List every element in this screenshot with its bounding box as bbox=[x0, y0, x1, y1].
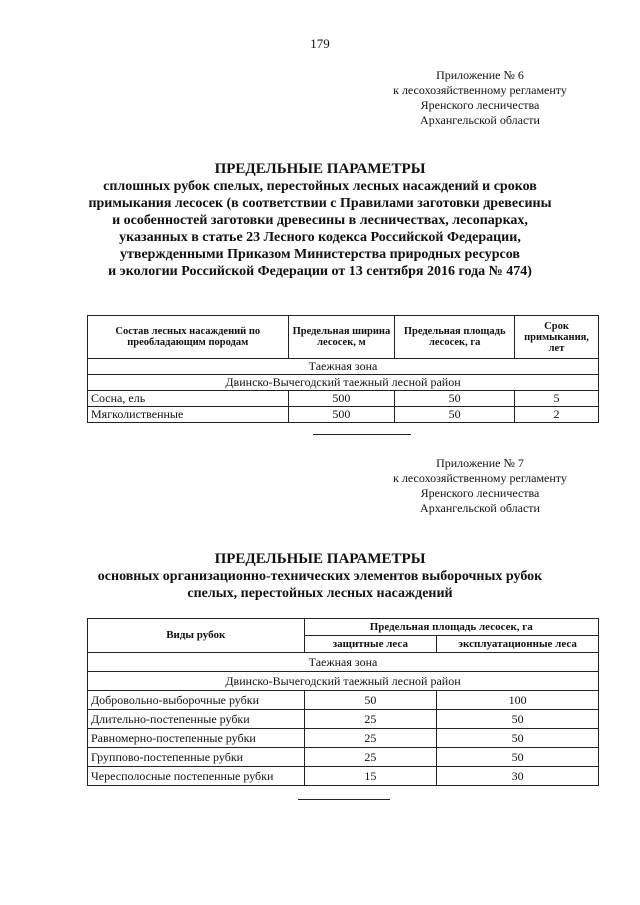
appendix-6-line4: Архангельской области bbox=[420, 113, 540, 127]
table-row bbox=[88, 748, 599, 767]
table-row bbox=[88, 407, 599, 423]
title-1-line6: и экологии Российской Федерации от 13 сентября 2016 года № 474) bbox=[108, 264, 532, 279]
cell-term: 5 bbox=[515, 391, 599, 407]
cell-protective: 25 bbox=[304, 729, 437, 748]
cell-name: Группово-постепенные рубки bbox=[88, 748, 305, 767]
cell-width: 500 bbox=[288, 391, 395, 407]
selective-cutting-table bbox=[87, 618, 599, 786]
region-cell: Двинско-Вычегодский таежный лесной район bbox=[88, 375, 599, 391]
cell-area: 50 bbox=[395, 391, 515, 407]
header-type: Виды рубок bbox=[88, 619, 305, 653]
separator-line bbox=[313, 434, 411, 435]
cell-term: 2 bbox=[515, 407, 599, 423]
appendix-7-line3: Яренского лесничества bbox=[420, 486, 540, 500]
cell-exploitation: 50 bbox=[437, 729, 599, 748]
appendix-7-line1: Приложение № 7 bbox=[436, 456, 524, 470]
title-1-heading: ПРЕДЕЛЬНЫЕ ПАРАМЕТРЫ bbox=[214, 161, 426, 177]
cell-name: Мягколиственные bbox=[88, 407, 289, 423]
cell-area: 50 bbox=[395, 407, 515, 423]
appendix-7-caption bbox=[385, 456, 575, 516]
table-row bbox=[88, 691, 599, 710]
title-1-line5: утвержденными Приказом Министерства природных ресурсов bbox=[120, 247, 520, 262]
cell-name: Равномерно-постепенные рубки bbox=[88, 729, 305, 748]
cell-exploitation: 50 bbox=[437, 710, 599, 729]
cell-protective: 25 bbox=[304, 710, 437, 729]
table-header-row bbox=[88, 316, 599, 359]
title-1-line3: и особенностей заготовки древесины в лесничествах, лесопарках, bbox=[112, 213, 528, 228]
table-row bbox=[88, 359, 599, 375]
header-protective: защитные леса bbox=[304, 636, 437, 653]
table-row bbox=[88, 710, 599, 729]
title-1-line4: указанных в статье 23 Лесного кодекса Российской Федерации, bbox=[119, 230, 521, 245]
header-term: Срок примыкания, лет bbox=[515, 316, 599, 359]
appendix-6-line1: Приложение № 6 bbox=[436, 68, 524, 82]
title-2-line2: спелых, перестойных лесных насаждений bbox=[187, 586, 453, 601]
cell-exploitation: 50 bbox=[437, 748, 599, 767]
appendix-7-line4: Архангельской области bbox=[420, 501, 540, 515]
table-header-row bbox=[88, 619, 599, 636]
title-1-line1: сплошных рубок спелых, перестойных лесных насаждений и сроков bbox=[103, 179, 537, 194]
cell-protective: 50 bbox=[304, 691, 437, 710]
title-2-heading: ПРЕДЕЛЬНЫЕ ПАРАМЕТРЫ bbox=[214, 551, 426, 567]
cell-protective: 25 bbox=[304, 748, 437, 767]
cell-exploitation: 30 bbox=[437, 767, 599, 786]
table-row bbox=[88, 391, 599, 407]
table-row bbox=[88, 729, 599, 748]
appendix-7-line2: к лесохозяйственному регламенту bbox=[393, 471, 567, 485]
cell-name: Длительно-постепенные рубки bbox=[88, 710, 305, 729]
table-row bbox=[88, 767, 599, 786]
cell-name: Добровольно-выборочные рубки bbox=[88, 691, 305, 710]
header-composition: Состав лесных насаждений по преобладающим породам bbox=[88, 316, 289, 359]
header-area: Предельная площадь лесосек, га bbox=[304, 619, 599, 636]
separator-line bbox=[298, 799, 390, 800]
zone-cell: Таежная зона bbox=[88, 359, 599, 375]
cell-protective: 15 bbox=[304, 767, 437, 786]
table-row bbox=[88, 375, 599, 391]
zone-cell: Таежная зона bbox=[88, 653, 599, 672]
header-area: Предельная площадь лесосек, га bbox=[395, 316, 515, 359]
cell-name: Сосна, ель bbox=[88, 391, 289, 407]
clearcut-parameters-table bbox=[87, 315, 599, 423]
title-1 bbox=[80, 160, 560, 280]
title-2 bbox=[80, 550, 560, 602]
cell-width: 500 bbox=[288, 407, 395, 423]
table-row bbox=[88, 653, 599, 672]
cell-name: Чересполосные постепенные рубки bbox=[88, 767, 305, 786]
appendix-6-caption bbox=[385, 68, 575, 128]
title-1-line2: примыкания лесосек (в соответствии с Правилами заготовки древесины bbox=[88, 196, 552, 211]
cell-exploitation: 100 bbox=[437, 691, 599, 710]
page-number: 179 bbox=[310, 36, 330, 51]
header-width: Предельная ширина лесосек, м bbox=[288, 316, 395, 359]
appendix-6-line3: Яренского лесничества bbox=[420, 98, 540, 112]
table-row bbox=[88, 672, 599, 691]
region-cell: Двинско-Вычегодский таежный лесной район bbox=[88, 672, 599, 691]
header-exploitation: эксплуатационные леса bbox=[437, 636, 599, 653]
appendix-6-line2: к лесохозяйственному регламенту bbox=[393, 83, 567, 97]
title-2-line1: основных организационно-технических элементов выборочных рубок bbox=[97, 569, 543, 584]
